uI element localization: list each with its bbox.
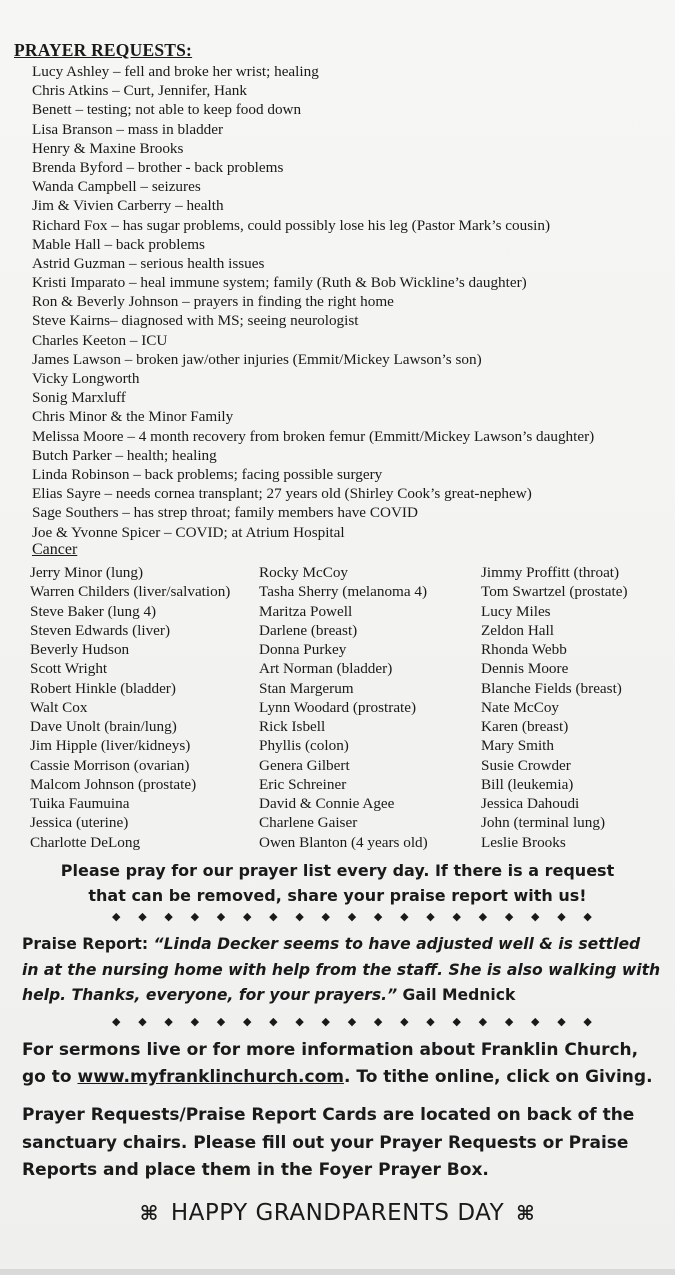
list-item: Darlene (breast) bbox=[259, 621, 358, 639]
list-item: Richard Fox – has sugar problems, could possibly lose his leg (Pastor Mark’s cousin) bbox=[32, 216, 551, 234]
grandparents-day-text: HAPPY GRANDPARENTS DAY bbox=[170, 1200, 505, 1226]
diamond-icon: ◆ bbox=[321, 910, 330, 923]
diamond-icon: ◆ bbox=[216, 910, 226, 923]
list-item: Donna Purkey bbox=[259, 641, 347, 658]
command-symbol-icon: ⌘ bbox=[516, 1201, 536, 1225]
list-item: Rick Isbell bbox=[259, 718, 326, 735]
praise-report-quote: “Linda Decker seems to have adjusted well & is settled in at the nursing home with help from the staff. She is also walking with help. Thanks, everyone, for your prayers.” bbox=[22, 935, 661, 1004]
list-item: Rocky McCoy bbox=[259, 564, 349, 581]
diamond-icon: ◆ bbox=[190, 910, 200, 923]
diamond-icon: ◆ bbox=[269, 1015, 278, 1028]
list-item: Genera Gilbert bbox=[259, 756, 350, 774]
list-item: Sage Southers – has strep throat; family members have COVID bbox=[32, 504, 418, 522]
list-item: Lisa Branson – mass in bladder bbox=[32, 120, 224, 138]
list-item: Jimmy Proffitt (throat) bbox=[481, 564, 620, 581]
pray-notice-line-1: Please pray for our prayer list every day. If there is a request bbox=[60, 861, 615, 880]
diamond-icon: ◆ bbox=[347, 910, 357, 923]
command-symbol-icon: ⌘ bbox=[139, 1201, 159, 1225]
list-item: Susie Crowder bbox=[481, 756, 571, 774]
list-item: Sonig Marxluff bbox=[32, 389, 126, 407]
diamond-icon: ◆ bbox=[557, 1015, 566, 1028]
list-item: Owen Blanton (4 years old) bbox=[259, 833, 428, 851]
pray-notice bbox=[0, 858, 675, 908]
diamond-icon: ◆ bbox=[112, 1015, 121, 1028]
list-item: Chris Minor & the Minor Family bbox=[32, 408, 234, 426]
list-item: Beverly Hudson bbox=[30, 641, 130, 658]
diamond-icon: ◆ bbox=[557, 910, 566, 923]
diamond-icon: ◆ bbox=[583, 910, 592, 923]
prayer-requests-title: PRAYER REQUESTS: bbox=[14, 40, 193, 60]
list-item: Art Norman (bladder) bbox=[259, 660, 393, 678]
diamond-icon: ◆ bbox=[216, 1015, 226, 1028]
list-item: Rhonda Webb bbox=[481, 641, 567, 658]
diamond-icon: ◆ bbox=[164, 910, 173, 923]
diamond-icon: ◆ bbox=[583, 1015, 592, 1028]
list-item: Cassie Morrison (ovarian) bbox=[30, 756, 190, 774]
list-item: Mary Smith bbox=[481, 737, 554, 755]
list-item: David & Connie Agee bbox=[259, 795, 395, 812]
divider bbox=[112, 909, 592, 923]
list-item: James Lawson – broken jaw/other injuries (Emmit/Mickey Lawson’s son) bbox=[32, 350, 482, 368]
praise-report bbox=[22, 932, 662, 1009]
diamond-icon: ◆ bbox=[138, 1015, 147, 1028]
list-item: Butch Parker – health; healing bbox=[32, 446, 217, 464]
praise-report-label: Praise Report: bbox=[22, 935, 154, 953]
list-item: Henry & Maxine Brooks bbox=[32, 139, 184, 157]
list-item: Jim Hipple (liver/kidneys) bbox=[30, 737, 191, 755]
church-website-link[interactable]: www.myfranklinchurch.com bbox=[77, 1067, 344, 1087]
cancer-column-2 bbox=[259, 563, 428, 852]
list-item: Tuika Faumuina bbox=[30, 795, 130, 812]
diamond-icon: ◆ bbox=[295, 1015, 304, 1028]
diamond-icon: ◆ bbox=[295, 910, 304, 923]
diamond-icon: ◆ bbox=[321, 1015, 330, 1028]
diamond-icon: ◆ bbox=[504, 910, 514, 923]
list-item: Walt Cox bbox=[30, 698, 88, 716]
diamond-icon: ◆ bbox=[426, 910, 435, 923]
page-edge bbox=[0, 1269, 675, 1275]
list-item: Vicky Longworth bbox=[32, 370, 140, 387]
list-item: Bill (leukemia) bbox=[481, 775, 574, 793]
sermons-text: For sermons live or for more information about Franklin Church, go to bbox=[22, 1040, 639, 1087]
list-item: John (terminal lung) bbox=[481, 814, 606, 832]
diamond-icon: ◆ bbox=[190, 1015, 200, 1028]
list-item: Astrid Guzman – serious health issues bbox=[32, 254, 265, 272]
list-item: Elias Sayre – needs cornea transplant; 27 years old (Shirley Cook’s great-nephew) bbox=[32, 485, 532, 503]
sermons-info bbox=[22, 1037, 662, 1091]
diamond-icon: ◆ bbox=[373, 910, 383, 923]
praise-report-author: Gail Mednick bbox=[397, 986, 516, 1004]
diamond-icon: ◆ bbox=[112, 910, 121, 923]
diamond-icon: ◆ bbox=[531, 910, 540, 923]
list-item: Steve Baker (lung 4) bbox=[30, 602, 157, 620]
list-item: Phyllis (colon) bbox=[259, 737, 349, 755]
list-item: Melissa Moore – 4 month recovery from broken femur (Emmitt/Mickey Lawson’s daughter) bbox=[32, 427, 595, 445]
cancer-column-1 bbox=[30, 563, 230, 852]
list-item: Jessica (uterine) bbox=[30, 814, 129, 832]
list-item: Jessica Dahoudi bbox=[481, 795, 580, 812]
list-item: Mable Hall – back problems bbox=[32, 235, 205, 253]
diamond-icon: ◆ bbox=[531, 1015, 540, 1028]
diamond-icon: ◆ bbox=[400, 910, 409, 923]
cancer-heading: Cancer bbox=[32, 541, 78, 558]
list-item: Karen (breast) bbox=[481, 718, 569, 735]
list-item: Charlene Gaiser bbox=[259, 814, 358, 832]
list-item: Steven Edwards (liver) bbox=[30, 621, 171, 639]
sermons-tithe-text: . To tithe online, click on Giving. bbox=[343, 1067, 653, 1087]
list-item: Robert Hinkle (bladder) bbox=[30, 679, 176, 697]
footer-banner bbox=[0, 1200, 675, 1226]
pray-notice-line-2: that can be removed, share your praise report with us! bbox=[88, 886, 587, 905]
list-item: Wanda Campbell – seizures bbox=[32, 178, 201, 196]
list-item: Lucy Ashley – fell and broke her wrist; healing bbox=[32, 63, 319, 80]
list-item: Charlotte DeLong bbox=[30, 833, 141, 851]
list-item: Dave Unolt (brain/lung) bbox=[30, 718, 177, 735]
diamond-icon: ◆ bbox=[478, 1015, 488, 1028]
list-item: Joe & Yvonne Spicer – COVID; at Atrium Hospital bbox=[32, 523, 345, 541]
prayer-cards-info: Prayer Requests/Praise Report Cards are located on back of the sanctuary chairs. Please fill out your Prayer Requests or Praise Reports and place them in the Foyer Prayer Box. bbox=[22, 1105, 635, 1180]
cancer-column-3 bbox=[481, 563, 628, 852]
list-item: Jerry Minor (lung) bbox=[30, 564, 144, 581]
list-item: Warren Childers (liver/salvation) bbox=[30, 583, 231, 601]
list-item: Lucy Miles bbox=[481, 602, 551, 620]
list-item: Zeldon Hall bbox=[481, 621, 554, 639]
diamond-icon: ◆ bbox=[504, 1015, 514, 1028]
list-item: Charles Keeton – ICU bbox=[32, 331, 168, 349]
diamond-icon: ◆ bbox=[242, 1015, 252, 1028]
list-item: Eric Schreiner bbox=[259, 775, 347, 793]
list-item: Leslie Brooks bbox=[481, 833, 566, 851]
list-item: Kristi Imparato – heal immune system; family (Ruth & Bob Wickline’s daughter) bbox=[32, 274, 527, 292]
list-item: Ron & Beverly Johnson – prayers in finding the right home bbox=[32, 293, 394, 311]
divider bbox=[112, 1014, 592, 1028]
list-item: Tom Swartzel (prostate) bbox=[481, 583, 628, 601]
diamond-icon: ◆ bbox=[138, 910, 147, 923]
diamond-icon: ◆ bbox=[347, 1015, 357, 1028]
list-item: Malcom Johnson (prostate) bbox=[30, 775, 197, 793]
diamond-icon: ◆ bbox=[373, 1015, 383, 1028]
list-item: Brenda Byford – brother - back problems bbox=[32, 158, 284, 176]
diamond-icon: ◆ bbox=[452, 910, 461, 923]
diamond-icon: ◆ bbox=[269, 910, 278, 923]
list-item: Lynn Woodard (prostrate) bbox=[259, 698, 417, 716]
list-item: Scott Wright bbox=[30, 660, 108, 678]
list-item: Benett – testing; not able to keep food down bbox=[32, 101, 302, 119]
list-item: Blanche Fields (breast) bbox=[481, 679, 622, 697]
list-item: Nate McCoy bbox=[481, 698, 560, 716]
list-item: Steve Kairns– diagnosed with MS; seeing neurologist bbox=[32, 312, 359, 330]
list-item: Linda Robinson – back problems; facing possible surgery bbox=[32, 465, 383, 483]
diamond-icon: ◆ bbox=[400, 1015, 409, 1028]
diamond-icon: ◆ bbox=[242, 910, 252, 923]
list-item: Maritza Powell bbox=[259, 602, 353, 620]
list-item: Tasha Sherry (melanoma 4) bbox=[259, 583, 428, 601]
diamond-icon: ◆ bbox=[452, 1015, 461, 1028]
diamond-icon: ◆ bbox=[426, 1015, 435, 1028]
list-item: Dennis Moore bbox=[481, 660, 569, 678]
prayer-request-list bbox=[32, 62, 594, 542]
list-item: Stan Margerum bbox=[259, 679, 354, 697]
diamond-icon: ◆ bbox=[164, 1015, 173, 1028]
list-item: Chris Atkins – Curt, Jennifer, Hank bbox=[32, 82, 247, 100]
list-item: Jim & Vivien Carberry – health bbox=[32, 197, 224, 215]
diamond-icon: ◆ bbox=[478, 910, 488, 923]
